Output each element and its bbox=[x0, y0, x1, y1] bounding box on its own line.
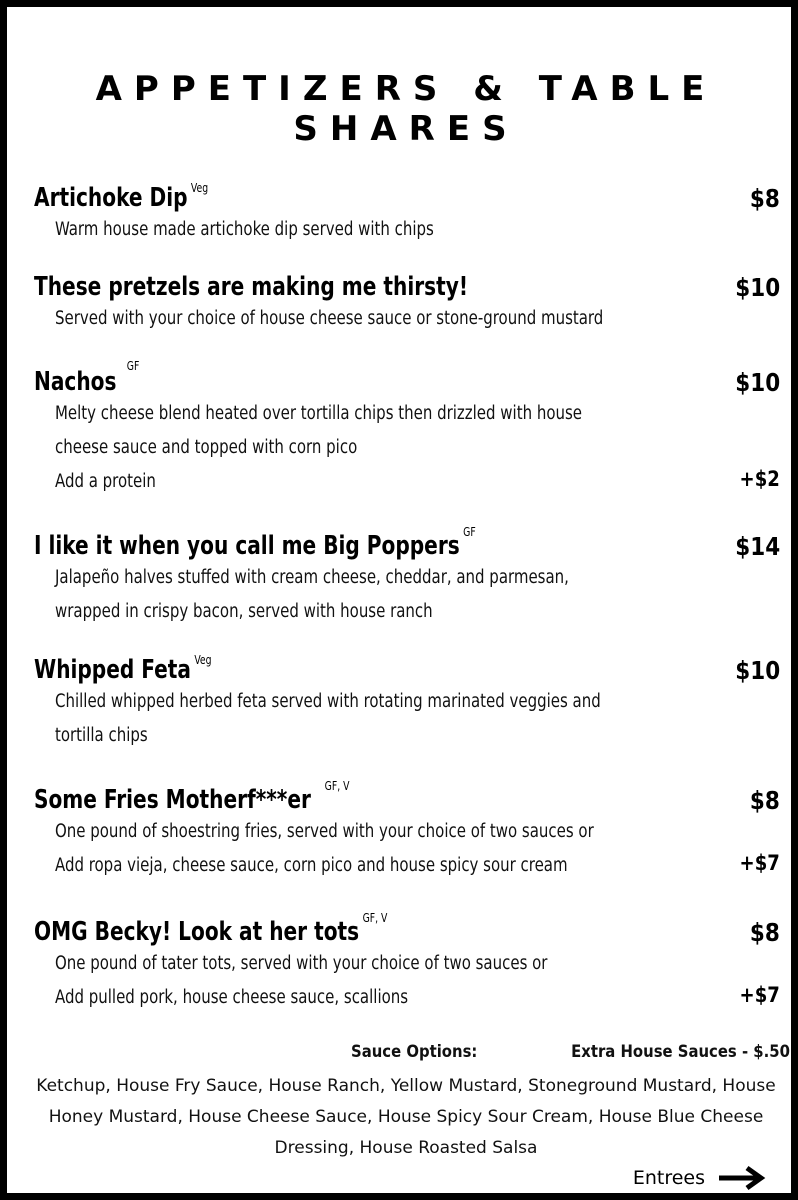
item-addon bbox=[34, 849, 780, 883]
item-name: These pretzels are making me thirsty! bbox=[34, 272, 469, 302]
menu-item-tots bbox=[34, 911, 780, 1015]
item-description: One pound of shoestring fries, served with your choice of two sauces or bbox=[55, 821, 594, 842]
item-tag: Veg bbox=[194, 653, 212, 667]
item-name: I like it when you call me Big Poppers GF bbox=[34, 525, 476, 561]
addon-text: Add a protein bbox=[55, 471, 156, 492]
sauce-options-heading: Sauce Options: bbox=[351, 1042, 478, 1061]
item-addon bbox=[34, 465, 780, 499]
menu-item-artichoke-dip bbox=[34, 177, 780, 247]
addon-price: +$2 bbox=[739, 467, 780, 491]
item-tag: GF, V bbox=[324, 779, 350, 793]
item-price: $8 bbox=[750, 918, 780, 947]
menu-item-whipped-feta bbox=[34, 649, 780, 753]
menu-item-big-poppers bbox=[34, 525, 780, 629]
menu-item-fries bbox=[34, 779, 780, 883]
addon-text: Add ropa vieja, cheese sauce, corn pico and house spicy sour cream bbox=[55, 855, 568, 876]
addon-price: +$7 bbox=[739, 851, 780, 875]
arrow-right-icon bbox=[717, 1165, 767, 1191]
item-price: $8 bbox=[750, 184, 780, 213]
item-price: $10 bbox=[735, 656, 780, 685]
item-tag: GF bbox=[126, 359, 140, 373]
item-tag: GF bbox=[463, 525, 476, 539]
item-addon bbox=[34, 981, 780, 1015]
sauce-headings bbox=[7, 1042, 798, 1066]
item-description: wrapped in crispy bacon, served with house ranch bbox=[55, 601, 433, 622]
item-tag: Veg bbox=[190, 181, 209, 195]
addon-price: +$7 bbox=[739, 983, 780, 1007]
item-price: $14 bbox=[735, 532, 780, 561]
item-name: NachosGF bbox=[34, 359, 140, 397]
item-description: Chilled whipped herbed feta served with rotating marinated veggies and bbox=[55, 691, 601, 712]
item-description: tortilla chips bbox=[55, 725, 148, 746]
item-name: Artichoke Dip Veg bbox=[34, 181, 209, 213]
next-page-label: Entrees bbox=[632, 1167, 705, 1189]
page-title: APPETIZERS & TABLE SHARES bbox=[95, 69, 717, 149]
item-description: Served with your choice of house cheese sauce or stone-ground mustard bbox=[55, 308, 604, 329]
item-description: Jalapeño halves stuffed with cream cheese, cheddar, and parmesan, bbox=[55, 567, 569, 588]
menu-item-pretzels bbox=[34, 266, 780, 336]
item-tag: GF, V bbox=[362, 911, 388, 925]
addon-text: Add pulled pork, house cheese sauce, scallions bbox=[55, 987, 409, 1008]
next-page-link[interactable] bbox=[633, 1165, 767, 1191]
item-name: Whipped Feta Veg bbox=[34, 653, 212, 685]
item-price: $10 bbox=[735, 273, 780, 302]
item-price: $8 bbox=[750, 786, 780, 815]
item-name: OMG Becky! Look at her tots GF, V bbox=[34, 911, 388, 947]
sauce-list: Ketchup, House Fry Sauce, House Ranch, Yellow Mustard, Stoneground Mustard, House Honey Mustard, House Cheese Sauce, House Spicy Sour Cream, House Blue Cheese Dressing, House Roasted Salsa bbox=[36, 1076, 776, 1158]
item-description: Melty cheese blend heated over tortilla chips then drizzled with house bbox=[55, 403, 583, 424]
item-name: Some Fries Motherf***er GF, V bbox=[34, 779, 350, 815]
item-description: cheese sauce and topped with corn pico bbox=[55, 437, 358, 458]
item-description: One pound of tater tots, served with your choice of two sauces or bbox=[55, 953, 548, 974]
item-price: $10 bbox=[735, 368, 780, 397]
menu-item-nachos bbox=[34, 361, 780, 499]
item-description: Warm house made artichoke dip served with chips bbox=[55, 219, 434, 240]
extra-sauce-price: Extra House Sauces - $.50 bbox=[571, 1042, 790, 1061]
